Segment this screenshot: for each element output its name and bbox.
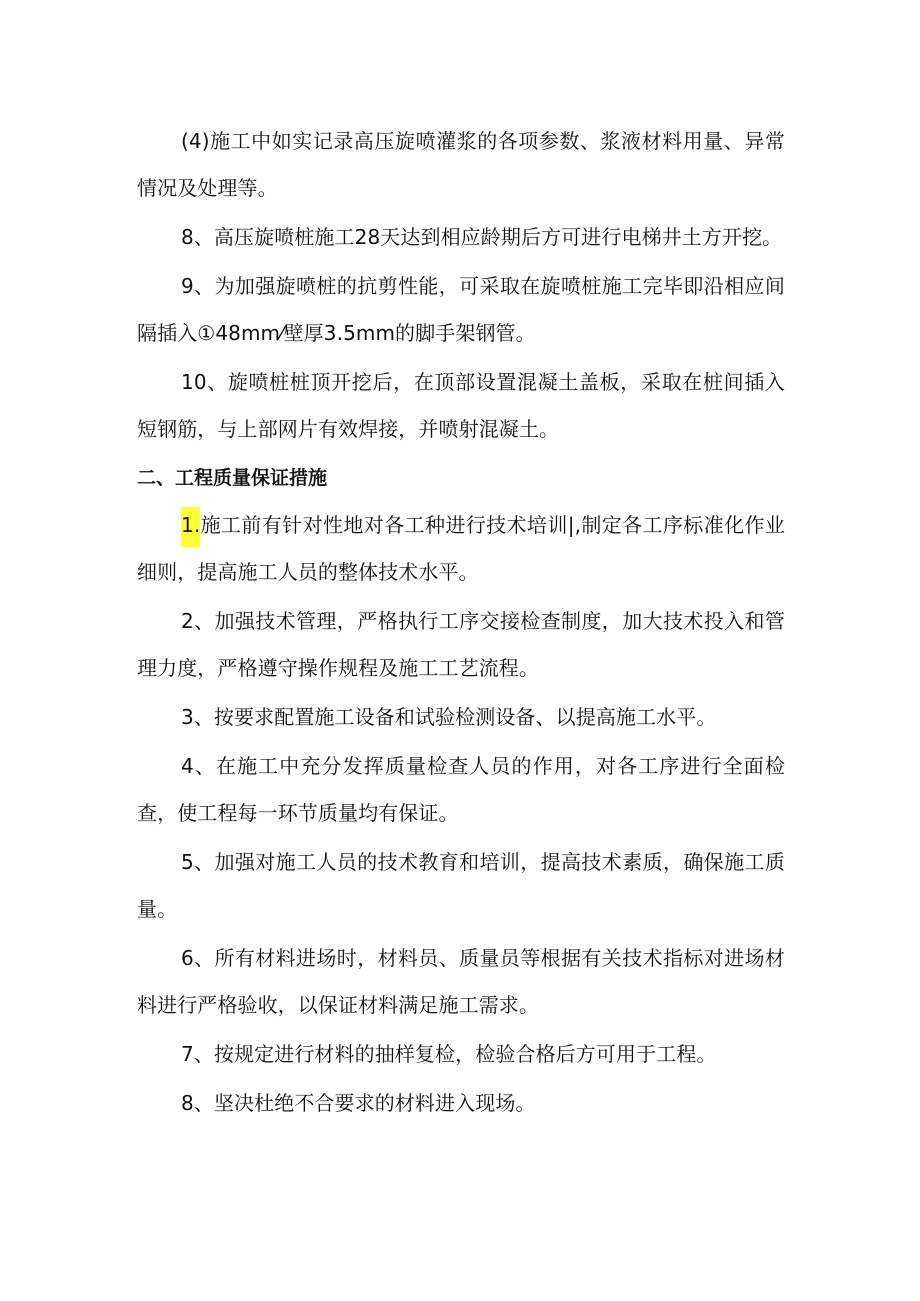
section-heading: 二、工程质量保证措施 xyxy=(137,467,328,489)
paragraph-grouting-records: (4)施工中如实记录高压旋喷灌浆的各项参数、浆液材料用量、异常情况及处理等。 xyxy=(137,129,785,200)
quality-item-6: 6、所有材料进场时，材料员、质量员等根据有关技术指标对进场材料进行严格验收，以保证材料满足施工需求。 xyxy=(137,946,785,1017)
highlighted-item-number: 1. xyxy=(181,507,200,547)
quality-item-4: 4、在施工中充分发挥质量检查人员的作用，对各工序进行全面检查，使工程每一环节质量均有保证。 xyxy=(137,754,785,825)
quality-item-7: 7、按规定进行材料的抽样复检，检验合格后方可用于工程。 xyxy=(181,1042,717,1066)
quality-item-5: 5、加强对施工人员的技术教育和培训，提高技术素质，确保施工质量。 xyxy=(137,850,785,921)
quality-item-1-text: 施工前有针对性地对各工种进行技术培训|,制定各工序标准化作业细则，提高施工人员的整体技术水平。 xyxy=(137,513,785,584)
paragraph-excavation-timing: 8、高压旋喷桩施工28天达到相应龄期后方可进行电梯井土方开挖。 xyxy=(181,225,783,249)
quality-item-3: 3、按要求配置施工设备和试验检测设备、以提高施工水平。 xyxy=(181,705,717,729)
paragraph-shear-reinforcement: 9、为加强旋喷桩的抗剪性能，可采取在旋喷桩施工完毕即沿相应间隔插入①48mm⁄壁厚3.5mm的脚手架钢管。 xyxy=(137,274,785,345)
quality-item-2: 2、加强技术管理，严格执行工序交接检查制度，加大技术投入和管理力度，严格遵守操作规程及施工工艺流程。 xyxy=(137,609,785,680)
paragraph-cap-slab: 10、旋喷桩桩顶开挖后，在顶部设置混凝土盖板，采取在桩间插入短钢筋，与上部网片有效焊接，并喷射混凝土。 xyxy=(137,370,785,441)
document-body xyxy=(137,118,785,1129)
quality-item-8: 8、坚决杜绝不合要求的材料进入现场。 xyxy=(181,1091,536,1115)
quality-item-1 xyxy=(137,502,785,596)
